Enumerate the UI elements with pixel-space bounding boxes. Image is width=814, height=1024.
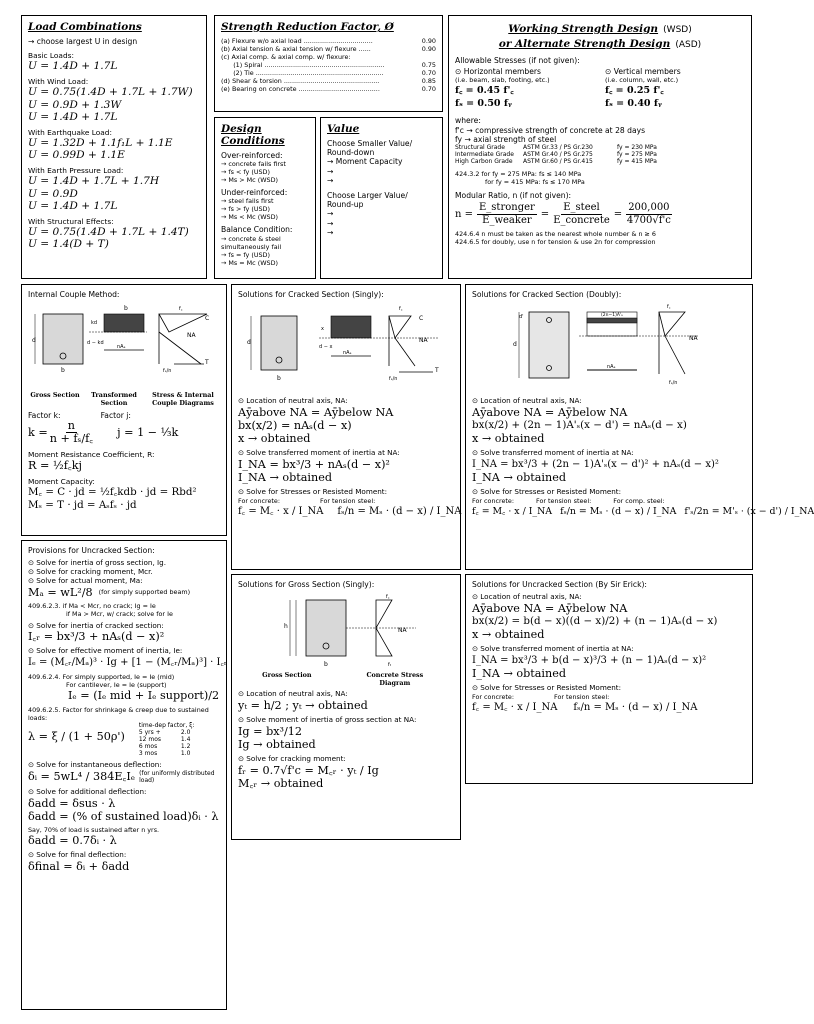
di-note: (for uniformly distributed load) <box>139 769 215 784</box>
load-group-label: With Earthquake Load: <box>28 128 112 138</box>
svg-text:NA: NA <box>187 332 196 340</box>
dadd-formula-1: δadd = δsus · λ <box>28 796 116 810</box>
mc-formula: M꜀ = C · jd = ½f꜀kdb · jd = Rbd² <box>28 486 197 499</box>
k-lhs: k = <box>28 426 48 440</box>
svg-text:fₛ/n: fₛ/n <box>163 368 172 375</box>
svg-text:fₛ/n: fₛ/n <box>669 380 678 387</box>
svg-text:nAₛ: nAₛ <box>117 344 126 351</box>
load-equation: U = 0.9D <box>28 187 78 200</box>
vertical-fc: f꜀ = 0.25 f'꜀ <box>605 85 664 97</box>
balance-line: → Ms = Mc (WSD) <box>221 258 278 267</box>
moment-capacity-label: Moment Capacity: <box>28 477 95 487</box>
srf-row-text: (b) Axial tension & axial tension w/ flexure ...... <box>221 45 371 53</box>
singly-fs: fₛ/n = Mₛ · (d − x) / I_NA <box>337 505 462 517</box>
value-a-line: → <box>327 166 334 176</box>
singly-fc: f꜀ = M꜀ · x / I_NA <box>238 505 324 517</box>
k-num: n <box>67 419 76 433</box>
svg-text:nAₛ: nAₛ <box>343 350 352 357</box>
svg-text:b: b <box>324 661 328 669</box>
equals-sign: = <box>540 209 550 221</box>
load-equation: U = 1.32D + 1.1f₁L + 1.1E <box>28 137 173 150</box>
load-equation: U = 1.4D + 1.7L + 1.7H <box>28 175 160 188</box>
doubly-step: ⊙ Solve for Stresses or Resisted Moment: <box>472 486 622 496</box>
gross-section-caption: Gross Section <box>30 391 80 400</box>
wsd-title-2-abbr: (ASD) <box>675 40 702 50</box>
tdf-value: 2.0 <box>180 729 191 737</box>
vertical-fs: fₛ = 0.40 fᵧ <box>605 98 662 110</box>
srf-row-text: (1) Spiral ........................................................... <box>221 61 385 69</box>
svg-text:fₜ: fₜ <box>388 662 392 669</box>
gross-step: ⊙ Solve for cracking moment: <box>238 753 346 763</box>
value-title: Value <box>327 123 360 135</box>
n-num3: 200,000 <box>628 202 670 214</box>
doubly-eq1: Aȳabove NA = Aȳbelow NA <box>472 406 628 419</box>
svg-text:C: C <box>205 315 210 323</box>
tdf-time: 5 yrs + <box>138 729 161 737</box>
svg-text:f꜀: f꜀ <box>667 304 671 311</box>
tdf-time: 6 mos <box>138 743 158 751</box>
load-equation: U = 0.75(1.4D + 1.7L + 1.4T) <box>28 226 189 239</box>
clause-409-6-2-4: 409.6.2.4. For simply supported, Ie = Ie (mid) <box>28 673 175 682</box>
grade-astm: ASTM Gr.40 / PS Gr.275 <box>523 151 593 159</box>
singly-eq4: I_NA = bx³/3 + nAₛ(d − x)² <box>238 457 390 471</box>
svg-text:nAₛ: nAₛ <box>607 364 616 371</box>
gross-section-panel <box>231 574 461 840</box>
svg-text:d: d <box>513 341 517 349</box>
design-conditions-panel <box>214 117 316 279</box>
erick-eq3: x → obtained <box>472 628 545 641</box>
srf-row <box>221 85 436 93</box>
erick-eq2: bx(x/2) = b(d − x)((d − x)/2) + (n − 1)Aₛ(d − x) <box>472 615 718 627</box>
grade-row <box>455 158 745 165</box>
gross-step: ⊙ Location of neutral axis, NA: <box>238 689 348 699</box>
svg-text:h: h <box>284 623 288 631</box>
srf-row-text: (a) Flexure w/o axial load .................................. <box>221 37 373 45</box>
load-equation: U = 0.99D + 1.1E <box>28 149 125 162</box>
srf-row-value: 0.85 <box>421 77 436 85</box>
svg-text:T: T <box>205 359 209 367</box>
load-group-label: Basic Loads: <box>28 51 74 61</box>
svg-text:d − x: d − x <box>319 344 333 351</box>
sustained-note: Say, 70% of load is sustained after n yrs. <box>28 825 160 834</box>
svg-text:C: C <box>419 315 424 323</box>
singly-eq5: I_NA → obtained <box>238 470 332 484</box>
over-line: → concrete fails first <box>221 160 286 169</box>
gross-caption: Gross Section <box>262 671 312 680</box>
stress-caption: Concrete Stress Diagram <box>366 671 424 688</box>
load-equation: U = 0.75(1.4D + 1.7L + 1.7W) <box>28 86 193 99</box>
gross-eq3: Ig → obtained <box>238 737 316 751</box>
clause-424-6-5: 424.6.5 for doubly, use n for tension & use 2n for compression <box>455 238 656 247</box>
svg-text:b: b <box>61 367 65 375</box>
wsd-title-2: or Alternate Strength Design <box>498 38 671 50</box>
srf-row-value: 0.90 <box>421 45 436 53</box>
load-equation: U = 0.9D + 1.3W <box>28 98 122 111</box>
svg-text:b: b <box>124 305 128 313</box>
steel-grades <box>455 144 745 165</box>
balance-line: simultaneously fail <box>221 242 282 251</box>
unc-step: ⊙ Solve for cracking moment, Mcr. <box>28 567 153 576</box>
horizontal-fc: f꜀ = 0.45 f'꜀ <box>455 85 514 97</box>
srf-row-value: 0.70 <box>421 85 436 93</box>
wsd-title-1: Working Strength Design <box>508 23 659 35</box>
unc-step: ⊙ Solve for inertia of cracked section: <box>28 620 164 630</box>
srf-row-text: (d) Shear & torsion ............................................... <box>221 77 380 85</box>
balance-line: → fs = fy (USD) <box>221 250 270 259</box>
srf-row <box>221 45 436 53</box>
cracked-singly-title: Solutions for Cracked Section (Singly): <box>238 290 384 299</box>
value-panel <box>320 117 443 279</box>
svg-text:f꜀: f꜀ <box>399 306 403 313</box>
doubly-eq5: I_NA → obtained <box>472 470 566 484</box>
tdf-value: 1.0 <box>180 750 191 758</box>
design-conditions-title: Design Conditions <box>221 123 285 147</box>
doubly-fc: f꜀ = M꜀ · x / I_NA <box>472 505 553 517</box>
grade-name: High Carbon Grade <box>455 158 513 166</box>
cracked-singly-panel <box>231 284 461 570</box>
svg-text:NA: NA <box>398 627 407 635</box>
mrc-label: Moment Resistance Coefficient, R: <box>28 450 155 460</box>
transformed-section-caption: Transformed Section <box>91 391 137 408</box>
srf-panel <box>214 15 443 112</box>
value-a-label: Choose Smaller Value/ Round-down <box>327 139 413 158</box>
dadd-formula-2: δadd = (% of sustained load)δᵢ · λ <box>28 809 219 823</box>
n-lhs: n = <box>455 209 473 221</box>
doubly-fps: f'ₛ/2n = M'ₛ · (x − d') / I_NA <box>684 505 814 517</box>
doubly-for-tension: For tension steel: <box>536 496 592 505</box>
load-group-label: With Structural Effects: <box>28 217 114 227</box>
erick-eq1: Aȳabove NA = Aȳbelow NA <box>472 602 628 615</box>
under-label: Under-reinforced: <box>221 188 288 198</box>
srf-title: Strength Reduction Factor, Ø <box>221 21 394 33</box>
ma-formula: Mₐ = wL²/8 <box>28 585 93 599</box>
di-formula: δᵢ = 5wL⁴ / 384E꜀Iₑ <box>28 770 136 784</box>
under-line: → steel fails first <box>221 197 274 206</box>
svg-text:x: x <box>321 326 324 333</box>
grade-fy: fy = 230 MPa <box>617 144 657 152</box>
erick-step: ⊙ Solve for Stresses or Resisted Moment: <box>472 682 622 692</box>
horizontal-fs: fₛ = 0.50 fᵧ <box>455 98 512 110</box>
grade-astm: ASTM Gr.33 / PS Gr.230 <box>523 144 593 152</box>
value-b-line: → <box>327 209 334 219</box>
stress-diagram-caption: Stress & Internal Couple Diagrams <box>152 391 214 408</box>
gross-eq4: fᵣ = 0.7√f'c = M꜀ᵣ · yₜ / Ig <box>238 763 379 777</box>
factor-j-label: Factor j: <box>100 411 131 421</box>
uncracked-provisions-panel <box>21 540 227 1010</box>
svg-text:T: T <box>435 367 439 375</box>
gross-title: Solutions for Gross Section (Singly): <box>238 580 375 589</box>
tdf-row <box>139 743 195 750</box>
unc-step: ⊙ Solve for additional deflection: <box>28 786 147 796</box>
unc-step: ⊙ Solve for inertia of gross section, Ig. <box>28 558 166 568</box>
erick-eq5: I_NA → obtained <box>472 666 566 680</box>
load-equation: U = 1.4D + 1.7L <box>28 60 118 73</box>
time-dep-factor-table <box>139 729 195 757</box>
n-den2: E_concrete <box>553 215 610 227</box>
equals-sign: = <box>613 209 623 221</box>
tdf-value: 1.4 <box>180 736 191 744</box>
erick-step: ⊙ Solve transferred moment of inertia at NA: <box>472 644 634 653</box>
erick-title: Solutions for Uncracked Section (By Sir Erick): <box>472 580 647 589</box>
wsd-title-1-abbr: (WSD) <box>663 25 692 35</box>
unc-step: ⊙ Solve for instantaneous deflection: <box>28 760 162 770</box>
load-equation: U = 1.4D + 1.7L <box>28 199 118 212</box>
srf-row-text: (2) Tie ............................................................... <box>221 69 384 77</box>
singly-step: ⊙ Location of neutral axis, NA: <box>238 396 348 406</box>
unc-step: ⊙ Solve for effective moment of inertia, Ie: <box>28 646 183 656</box>
cracked-doubly-panel <box>465 284 814 570</box>
unc-step: ⊙ Solve for final deflection: <box>28 849 127 859</box>
over-line: → Ms > Mc (WSD) <box>221 176 278 185</box>
erick-for-concrete: For concrete: <box>472 692 515 701</box>
erick-step: ⊙ Location of neutral axis, NA: <box>472 592 582 602</box>
load-group-label: With Wind Load: <box>28 77 89 87</box>
vertical-note: (i.e. column, wall, etc.) <box>605 76 679 85</box>
grade-row <box>455 144 745 151</box>
wsd-panel <box>448 15 752 279</box>
srf-row <box>221 77 436 85</box>
tdf-row <box>139 736 195 743</box>
clause-409-6-2-5: 409.6.2.5. Factor for shrinkage & creep due to sustained loads: <box>28 706 209 723</box>
clause-424-6-4: 424.6.4 n must be taken as the nearest whole number & n ≥ 6 <box>455 230 657 239</box>
under-line: → fs > fy (USD) <box>221 205 270 214</box>
cracked-singly-diagram <box>239 302 453 394</box>
singly-step: ⊙ Solve for Stresses or Resisted Moment: <box>238 486 388 496</box>
icr-formula: I꜀ᵣ = bx³/3 + nAₛ(d − x)² <box>28 630 165 644</box>
factor-k-label: Factor k: <box>28 411 61 421</box>
fy-def: fy → axial strength of steel <box>455 134 557 144</box>
singly-eq3: x → obtained <box>238 432 311 445</box>
singly-for-concrete: For concrete: <box>238 496 281 505</box>
svg-text:NA: NA <box>689 335 698 343</box>
load-group-label: With Earth Pressure Load: <box>28 166 124 176</box>
doubly-fs: fₛ/n = Mₛ · (d − x) / I_NA <box>560 505 677 517</box>
srf-rows <box>221 37 436 93</box>
balance-line: → concrete & steel <box>221 234 281 243</box>
j-formula: j = 1 − ⅓k <box>117 426 179 440</box>
gross-eq5: M꜀ᵣ → obtained <box>238 776 324 790</box>
over-line: → fs < fy (USD) <box>221 168 270 177</box>
srf-row-value: 0.90 <box>421 37 436 45</box>
doubly-step: ⊙ Location of neutral axis, NA: <box>472 396 582 406</box>
load-note: → choose largest U in design <box>28 37 138 46</box>
k-den: n + fₛ/f꜀ <box>49 432 94 446</box>
icm-title: Internal Couple Method: <box>28 290 120 299</box>
over-label: Over-reinforced: <box>221 151 283 160</box>
load-combinations-title: Load Combinations <box>28 21 142 33</box>
singly-step: ⊙ Solve transferred moment of inertia at NA: <box>238 448 400 457</box>
doubly-for-comp: For comp. steel: <box>613 496 665 505</box>
svg-text:fₛ/n: fₛ/n <box>389 376 398 383</box>
erick-eq4: I_NA = bx³/3 + b(d − x)³/3 + (n − 1)Aₛ(d − x)² <box>472 654 707 666</box>
internal-couple-diagram <box>29 302 219 394</box>
value-b-line: → <box>327 218 334 228</box>
tdf-row <box>139 729 195 736</box>
grade-name: Structural Grade <box>455 144 505 152</box>
singly-for-tension: For tension steel: <box>320 496 376 505</box>
doubly-eq2: bx(x/2) + (2n − 1)A'ₛ(x − d') = nAₛ(d − x) <box>472 419 687 431</box>
srf-row-text: (e) Bearing on concrete ........................................ <box>221 85 380 93</box>
lambda-formula: λ = ξ / (1 + 50ρ') <box>28 730 125 744</box>
srf-row-text: (c) Axial comp. & axial comp. w/ flexure: <box>221 53 351 61</box>
value-a-line: → <box>327 175 334 185</box>
dfinal-formula: δfinal = δᵢ + δadd <box>28 859 130 873</box>
srf-row <box>221 37 436 45</box>
clause-409-6-2-4b: For cantilever, Ie = Ie (support) <box>66 681 167 690</box>
srf-row <box>221 61 436 69</box>
svg-text:d − kd: d − kd <box>87 340 104 347</box>
clause-409-6-2-3b: if Ma > Mcr, w/ crack; solve for Ie <box>66 609 173 618</box>
svg-text:f꜀: f꜀ <box>179 306 183 313</box>
fpc-def: f'c → compressive strength of concrete at 28 days <box>455 125 646 135</box>
unc-step: ⊙ Solve for actual moment, Ma: <box>28 575 143 585</box>
tdf-time: 12 mos <box>138 736 162 744</box>
internal-couple-panel <box>21 284 227 536</box>
srf-row <box>221 69 436 77</box>
r-formula: R = ½f꜀kj <box>28 459 83 473</box>
value-a-line: → Moment Capacity <box>327 157 403 167</box>
modular-label: Modular Ratio, n (if not given): <box>455 191 572 201</box>
svg-text:NA: NA <box>419 337 428 345</box>
load-equation: U = 1.4D + 1.7L <box>28 110 118 123</box>
load-combinations-panel <box>21 15 207 279</box>
svg-text:d: d <box>247 339 251 347</box>
uncracked-erick-panel <box>465 574 753 784</box>
vertical-label: ⊙ Vertical members <box>605 67 681 77</box>
n-den1: E_weaker <box>482 215 532 227</box>
value-b-line: → <box>327 227 334 237</box>
srf-row <box>221 53 436 61</box>
clause-424-3-2: 424.3.2 for fy = 275 MPa: fs ≤ 140 MPa <box>455 170 582 179</box>
tdf-time: 3 mos <box>138 750 158 758</box>
svg-text:kd: kd <box>91 320 98 327</box>
dadd-formula-3: δadd = 0.7δᵢ · λ <box>28 833 117 847</box>
grade-fy: fy = 415 MPa <box>617 158 657 166</box>
ma-note: (for simply supported beam) <box>98 588 191 597</box>
ie-mid-formula: Iₑ = (Iₑ mid + Iₑ support)/2 <box>68 689 220 703</box>
grade-astm: ASTM Gr.60 / PS Gr.415 <box>523 158 593 166</box>
ie-formula: Iₑ = (M꜀ᵣ/Mₐ)³ · Ig + [1 − (M꜀ᵣ/Mₐ)³] · I꜀ᵣ <box>28 657 228 669</box>
value-b-label: Choose Larger Value/ Round-up <box>327 191 408 210</box>
singly-eq1: Aȳabove NA = Aȳbelow NA <box>238 406 394 419</box>
cracked-doubly-title: Solutions for Cracked Section (Doubly): <box>472 290 622 299</box>
where-label: where: <box>455 116 481 126</box>
horizontal-note: (i.e. beam, slab, footing, etc.) <box>455 76 550 85</box>
cracked-doubly-diagram <box>489 302 729 394</box>
uncracked-title: Provisions for Uncracked Section: <box>28 546 155 555</box>
n-num2: E_steel <box>563 202 600 214</box>
k-formula <box>28 420 95 445</box>
doubly-eq4: I_NA = bx³/3 + (2n − 1)A'ₛ(x − d')² + nAₛ(d − x)² <box>472 458 719 470</box>
srf-row-value: 0.70 <box>421 69 436 77</box>
load-equation: U = 1.4(D + T) <box>28 238 109 251</box>
doubly-for-concrete: For concrete: <box>472 496 515 505</box>
gross-section-diagram <box>246 592 446 672</box>
doubly-eq3: x → obtained <box>472 432 545 445</box>
load-groups <box>28 51 200 250</box>
doubly-step: ⊙ Solve transferred moment of inertia at NA: <box>472 448 634 457</box>
svg-text:d': d' <box>519 314 524 321</box>
svg-text:f꜀: f꜀ <box>386 594 390 601</box>
balance-label: Balance Condition: <box>221 225 293 235</box>
grade-fy: fy = 275 MPa <box>617 151 657 159</box>
tdf-title: time-dep factor, ξ: <box>138 722 195 730</box>
ms-formula: Mₛ = T · jd = Aₛfₛ · jd <box>28 499 137 512</box>
svg-text:(2n−1)A'ₛ: (2n−1)A'ₛ <box>601 313 623 319</box>
gross-eq2: Ig = bx³/12 <box>238 724 303 738</box>
n-den3: 4700√f'c <box>626 215 671 227</box>
gross-eq1: yₜ = h/2 ; yₜ → obtained <box>238 699 368 712</box>
svg-text:b: b <box>277 375 281 383</box>
horizontal-label: ⊙ Horizontal members <box>455 67 542 77</box>
clause-409-6-2-3: 409.6.2.3. if Ma < Mcr, no crack; Ig = Ie <box>28 601 156 610</box>
clause-424-3-2b: for fy = 415 MPa: fs ≤ 170 MPa <box>485 178 585 187</box>
grade-name: Intermediate Grade <box>455 151 514 159</box>
srf-row-value: 0.75 <box>421 61 436 69</box>
n-num1: E_stronger <box>479 202 535 214</box>
grade-row <box>455 151 745 158</box>
erick-fc: f꜀ = M꜀ · x / I_NA <box>472 701 558 713</box>
under-line: → Ms < Mc (WSD) <box>221 213 278 222</box>
tdf-value: 1.2 <box>180 743 191 751</box>
tdf-row <box>139 750 195 757</box>
erick-for-tension: For tension steel: <box>554 692 610 701</box>
allowable-label: Allowable Stresses (if not given): <box>455 56 580 65</box>
svg-text:d: d <box>32 337 36 345</box>
erick-fs: fₛ/n = Mₛ · (d − x) / I_NA <box>573 701 698 713</box>
singly-eq2: bx(x/2) = nAₛ(d − x) <box>238 419 352 432</box>
gross-step: ⊙ Solve moment of inertia of gross section at NA: <box>238 715 417 724</box>
